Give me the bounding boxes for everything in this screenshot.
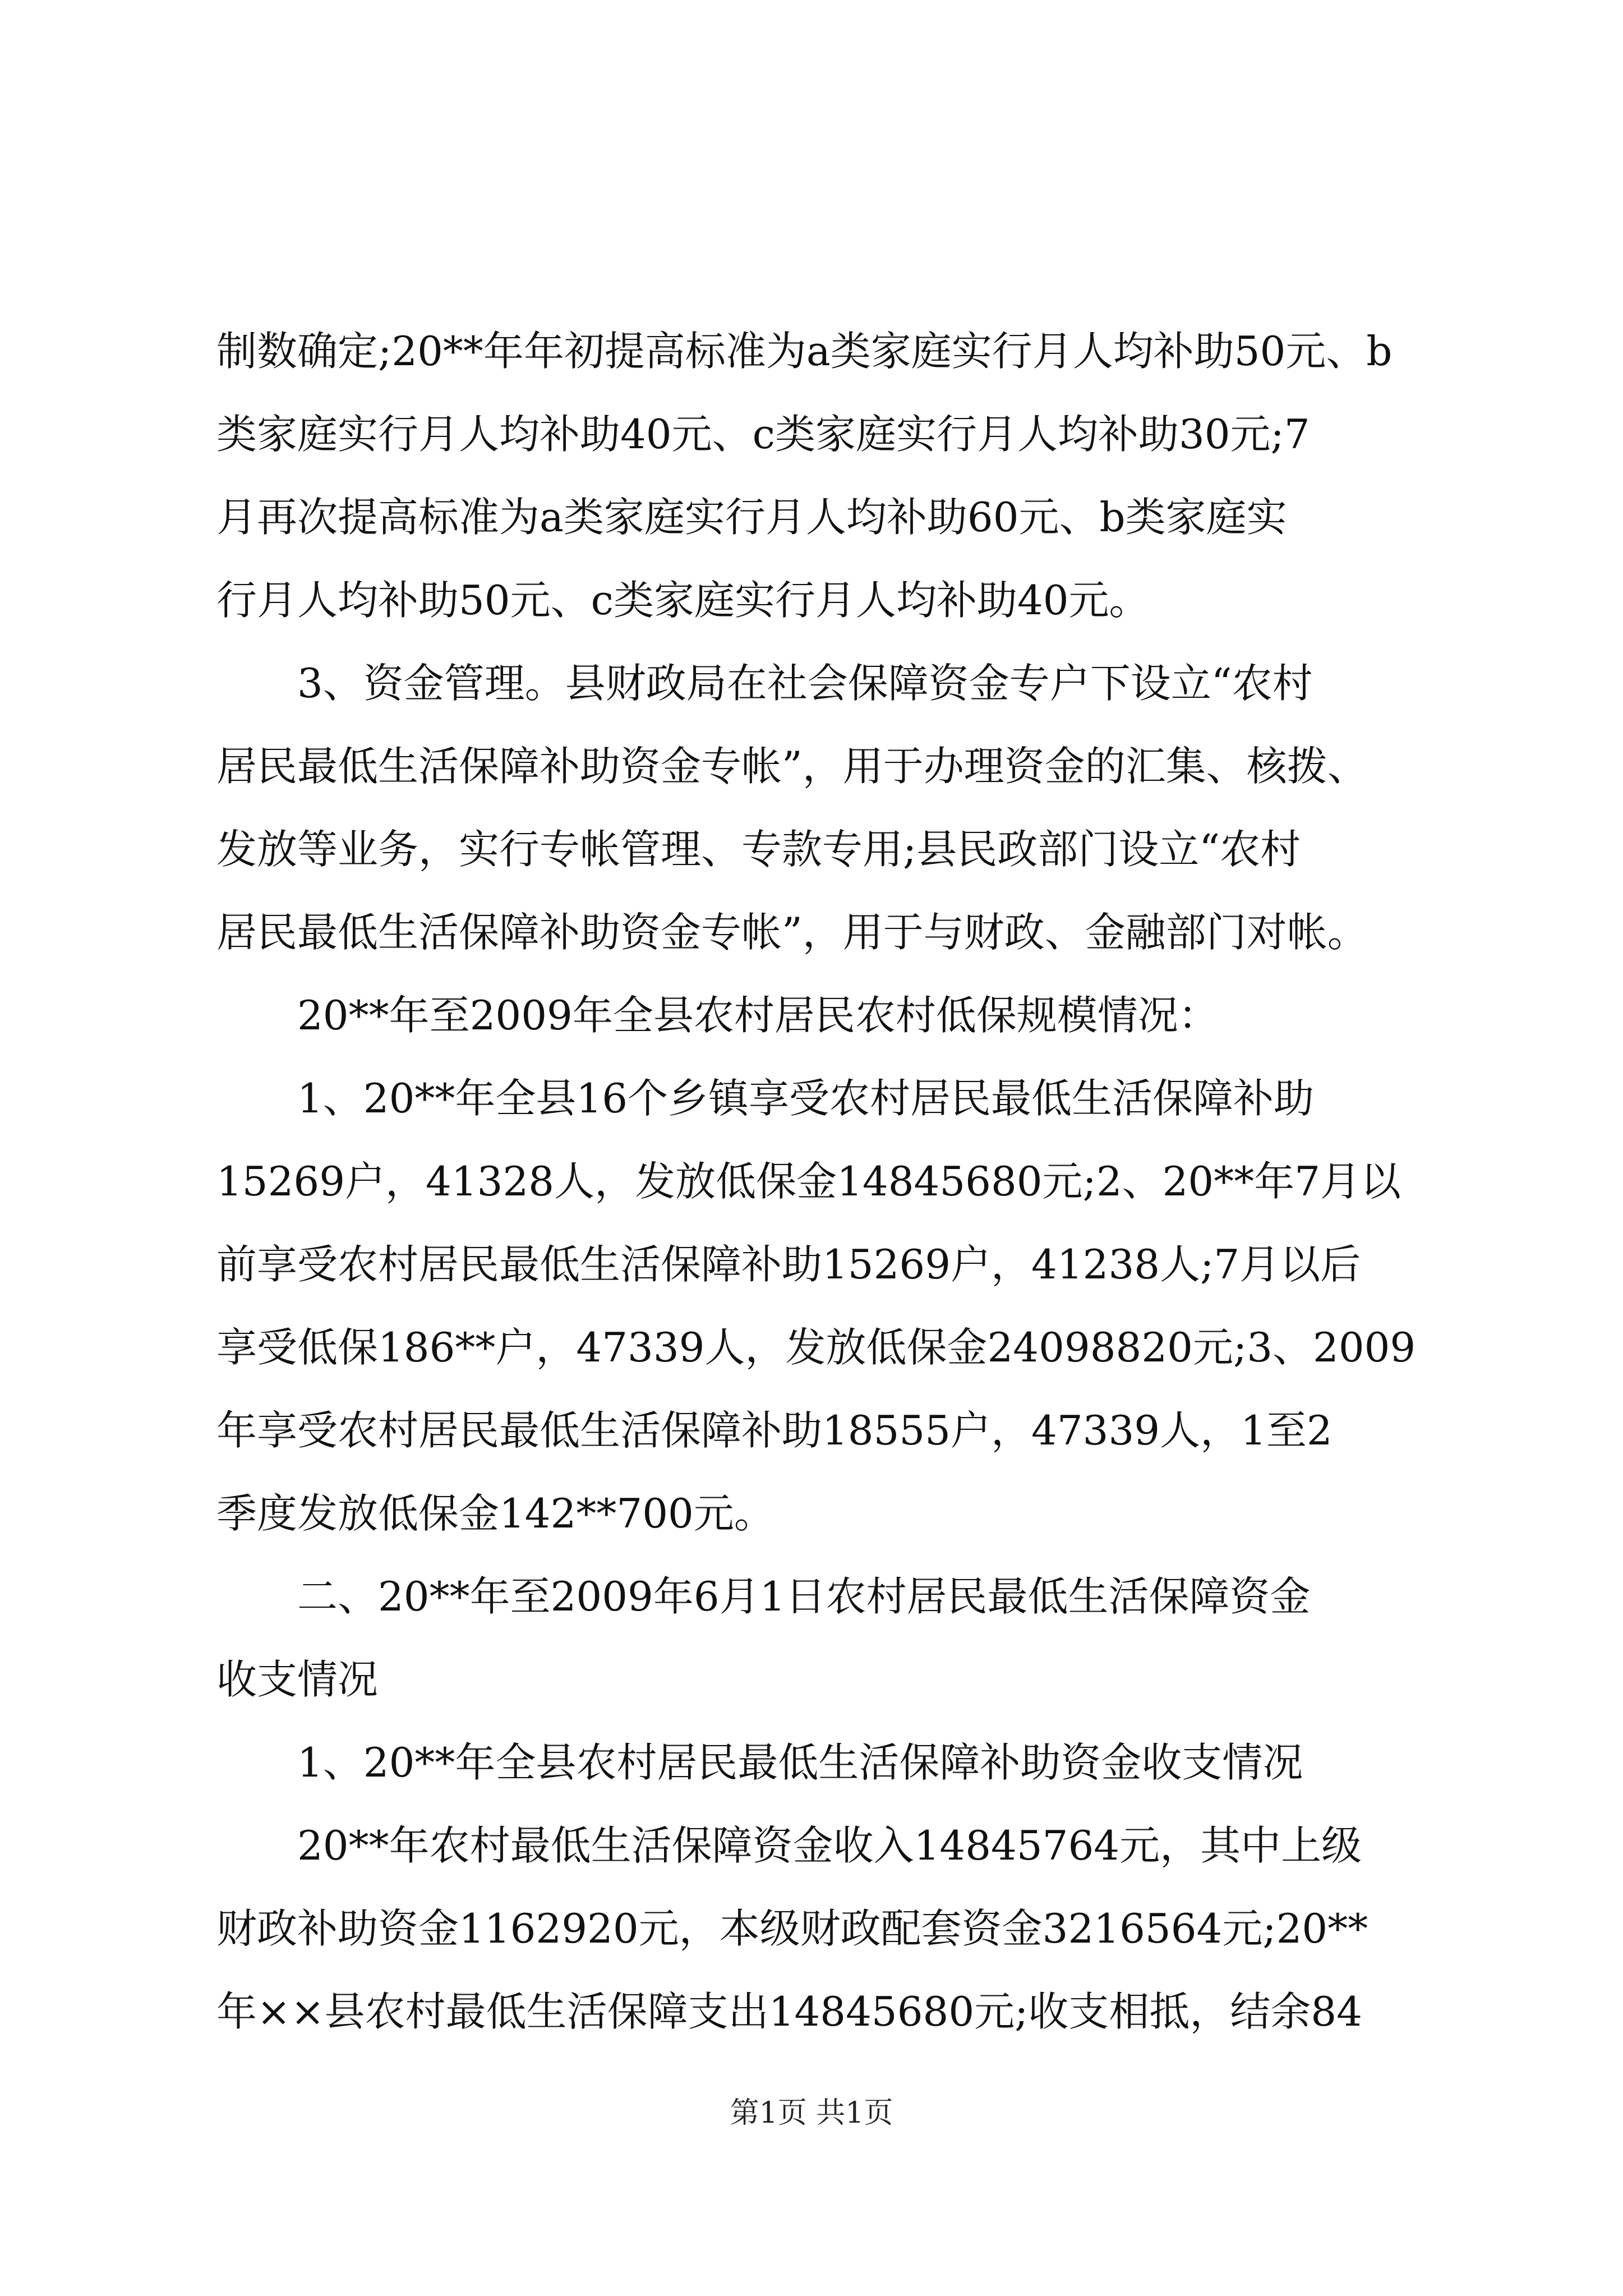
page-footer: 第1页 共1页 xyxy=(730,2096,893,2130)
text-line: 15269户，41328人，发放低保金14845680元;2、20**年7月以 xyxy=(216,1158,1401,1205)
text-line: 20**年农村最低生活保障资金收入14845764元，其中上级 xyxy=(297,1822,1362,1869)
text-line: 制数确定;20**年年初提高标准为a类家庭实行月人均补助50元、b xyxy=(216,328,1393,375)
text-line: 发放等业务，实行专帐管理、专款专用;县民政部门设立“农村 xyxy=(216,826,1301,873)
text-line: 收支情况 xyxy=(216,1656,379,1703)
text-line: 前享受农村居民最低生活保障补助15269户，41238人;7月以后 xyxy=(216,1241,1361,1288)
text-line: 财政补助资金1162920元，本级财政配套资金3216564元;20** xyxy=(216,1905,1368,1952)
text-line: 类家庭实行月人均补助40元、c类家庭实行月人均补助30元;7 xyxy=(216,411,1310,458)
text-line: 1、20**年全县农村居民最低生活保障补助资金收支情况 xyxy=(297,1739,1303,1786)
document-body xyxy=(216,310,1439,2053)
text-line: 季度发放低保金142**700元。 xyxy=(216,1490,774,1537)
text-line: 月再次提高标准为a类家庭实行月人均补助60元、b类家庭实 xyxy=(216,494,1287,541)
text-line: 1、20**年全县16个乡镇享受农村居民最低生活保障补助 xyxy=(297,1075,1315,1122)
text-line: 年享受农村居民最低生活保障补助18555户，47339人，1至2 xyxy=(216,1407,1332,1454)
text-line: 3、资金管理。县财政局在社会保障资金专户下设立“农村 xyxy=(297,660,1313,707)
text-line: 行月人均补助50元、c类家庭实行月人均补助40元。 xyxy=(216,577,1150,624)
text-line: 20**年至2009年全县农村居民农村低保规模情况： xyxy=(297,992,1219,1039)
text-line: 二、20**年至2009年6月1日农村居民最低生活保障资金 xyxy=(297,1573,1311,1620)
text-line: 享受低保186**户，47339人，发放低保金24098820元;3、2009 xyxy=(216,1324,1416,1371)
text-line: 年××县农村最低生活保障支出14845680元;收支相抵，结余84 xyxy=(216,1988,1363,2035)
text-line: 居民最低生活保障补助资金专帐”，用于办理资金的汇集、核拨、 xyxy=(216,743,1368,790)
text-line: 居民最低生活保障补助资金专帐”，用于与财政、金融部门对帐。 xyxy=(216,909,1368,956)
